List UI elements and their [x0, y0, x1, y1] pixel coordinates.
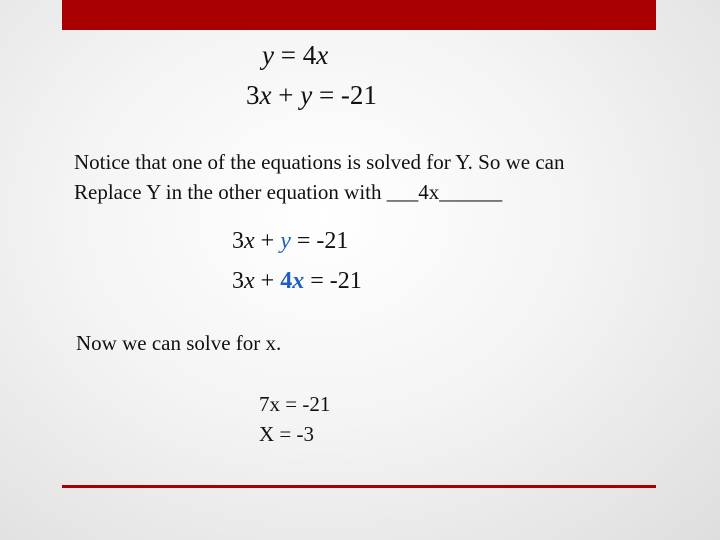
- sub1-x: x: [244, 228, 255, 254]
- sub2-coef: 3: [232, 268, 244, 294]
- equation-1: [262, 40, 328, 71]
- sub2-4x-x-highlight: x: [292, 268, 305, 294]
- equation-2: [246, 80, 377, 111]
- sub1-rest: = -21: [290, 228, 349, 254]
- sub1-y-highlight: y: [280, 228, 291, 254]
- eq2-y: y: [300, 80, 313, 110]
- sub2-x: x: [244, 268, 255, 294]
- notice-line-1: Notice that one of the equations is solved for Y. So we can: [74, 150, 565, 174]
- notice-blank-answer: ___4x______: [386, 180, 503, 204]
- notice-line-2-prefix: Replace Y in the other equation with: [74, 180, 387, 204]
- sub1-plus: +: [254, 228, 281, 254]
- bottom-accent-line: [62, 485, 656, 488]
- sub2-plus: +: [254, 268, 281, 294]
- sub1-coef: 3: [232, 228, 244, 254]
- solution-line-1: 7x = -21: [259, 392, 331, 416]
- eq1-x: x: [316, 40, 329, 70]
- substitution-line-2: [232, 268, 362, 295]
- eq2-coef: 3: [246, 80, 260, 110]
- substitution-line-1: [232, 228, 348, 255]
- top-accent-bar: [62, 0, 656, 30]
- solution-line-2: X = -3: [259, 422, 315, 446]
- eq2-plus: +: [271, 80, 301, 110]
- sub2-4x-coef-highlight: 4: [280, 268, 293, 294]
- eq1-y: y: [262, 40, 274, 70]
- notice-line-2: [74, 180, 502, 205]
- sub2-rest: = -21: [304, 268, 362, 294]
- eq2-x: x: [259, 80, 272, 110]
- eq2-rest: = -21: [312, 80, 377, 110]
- eq1-rest: = 4: [273, 40, 317, 70]
- solve-instruction: Now we can solve for x.: [76, 331, 282, 355]
